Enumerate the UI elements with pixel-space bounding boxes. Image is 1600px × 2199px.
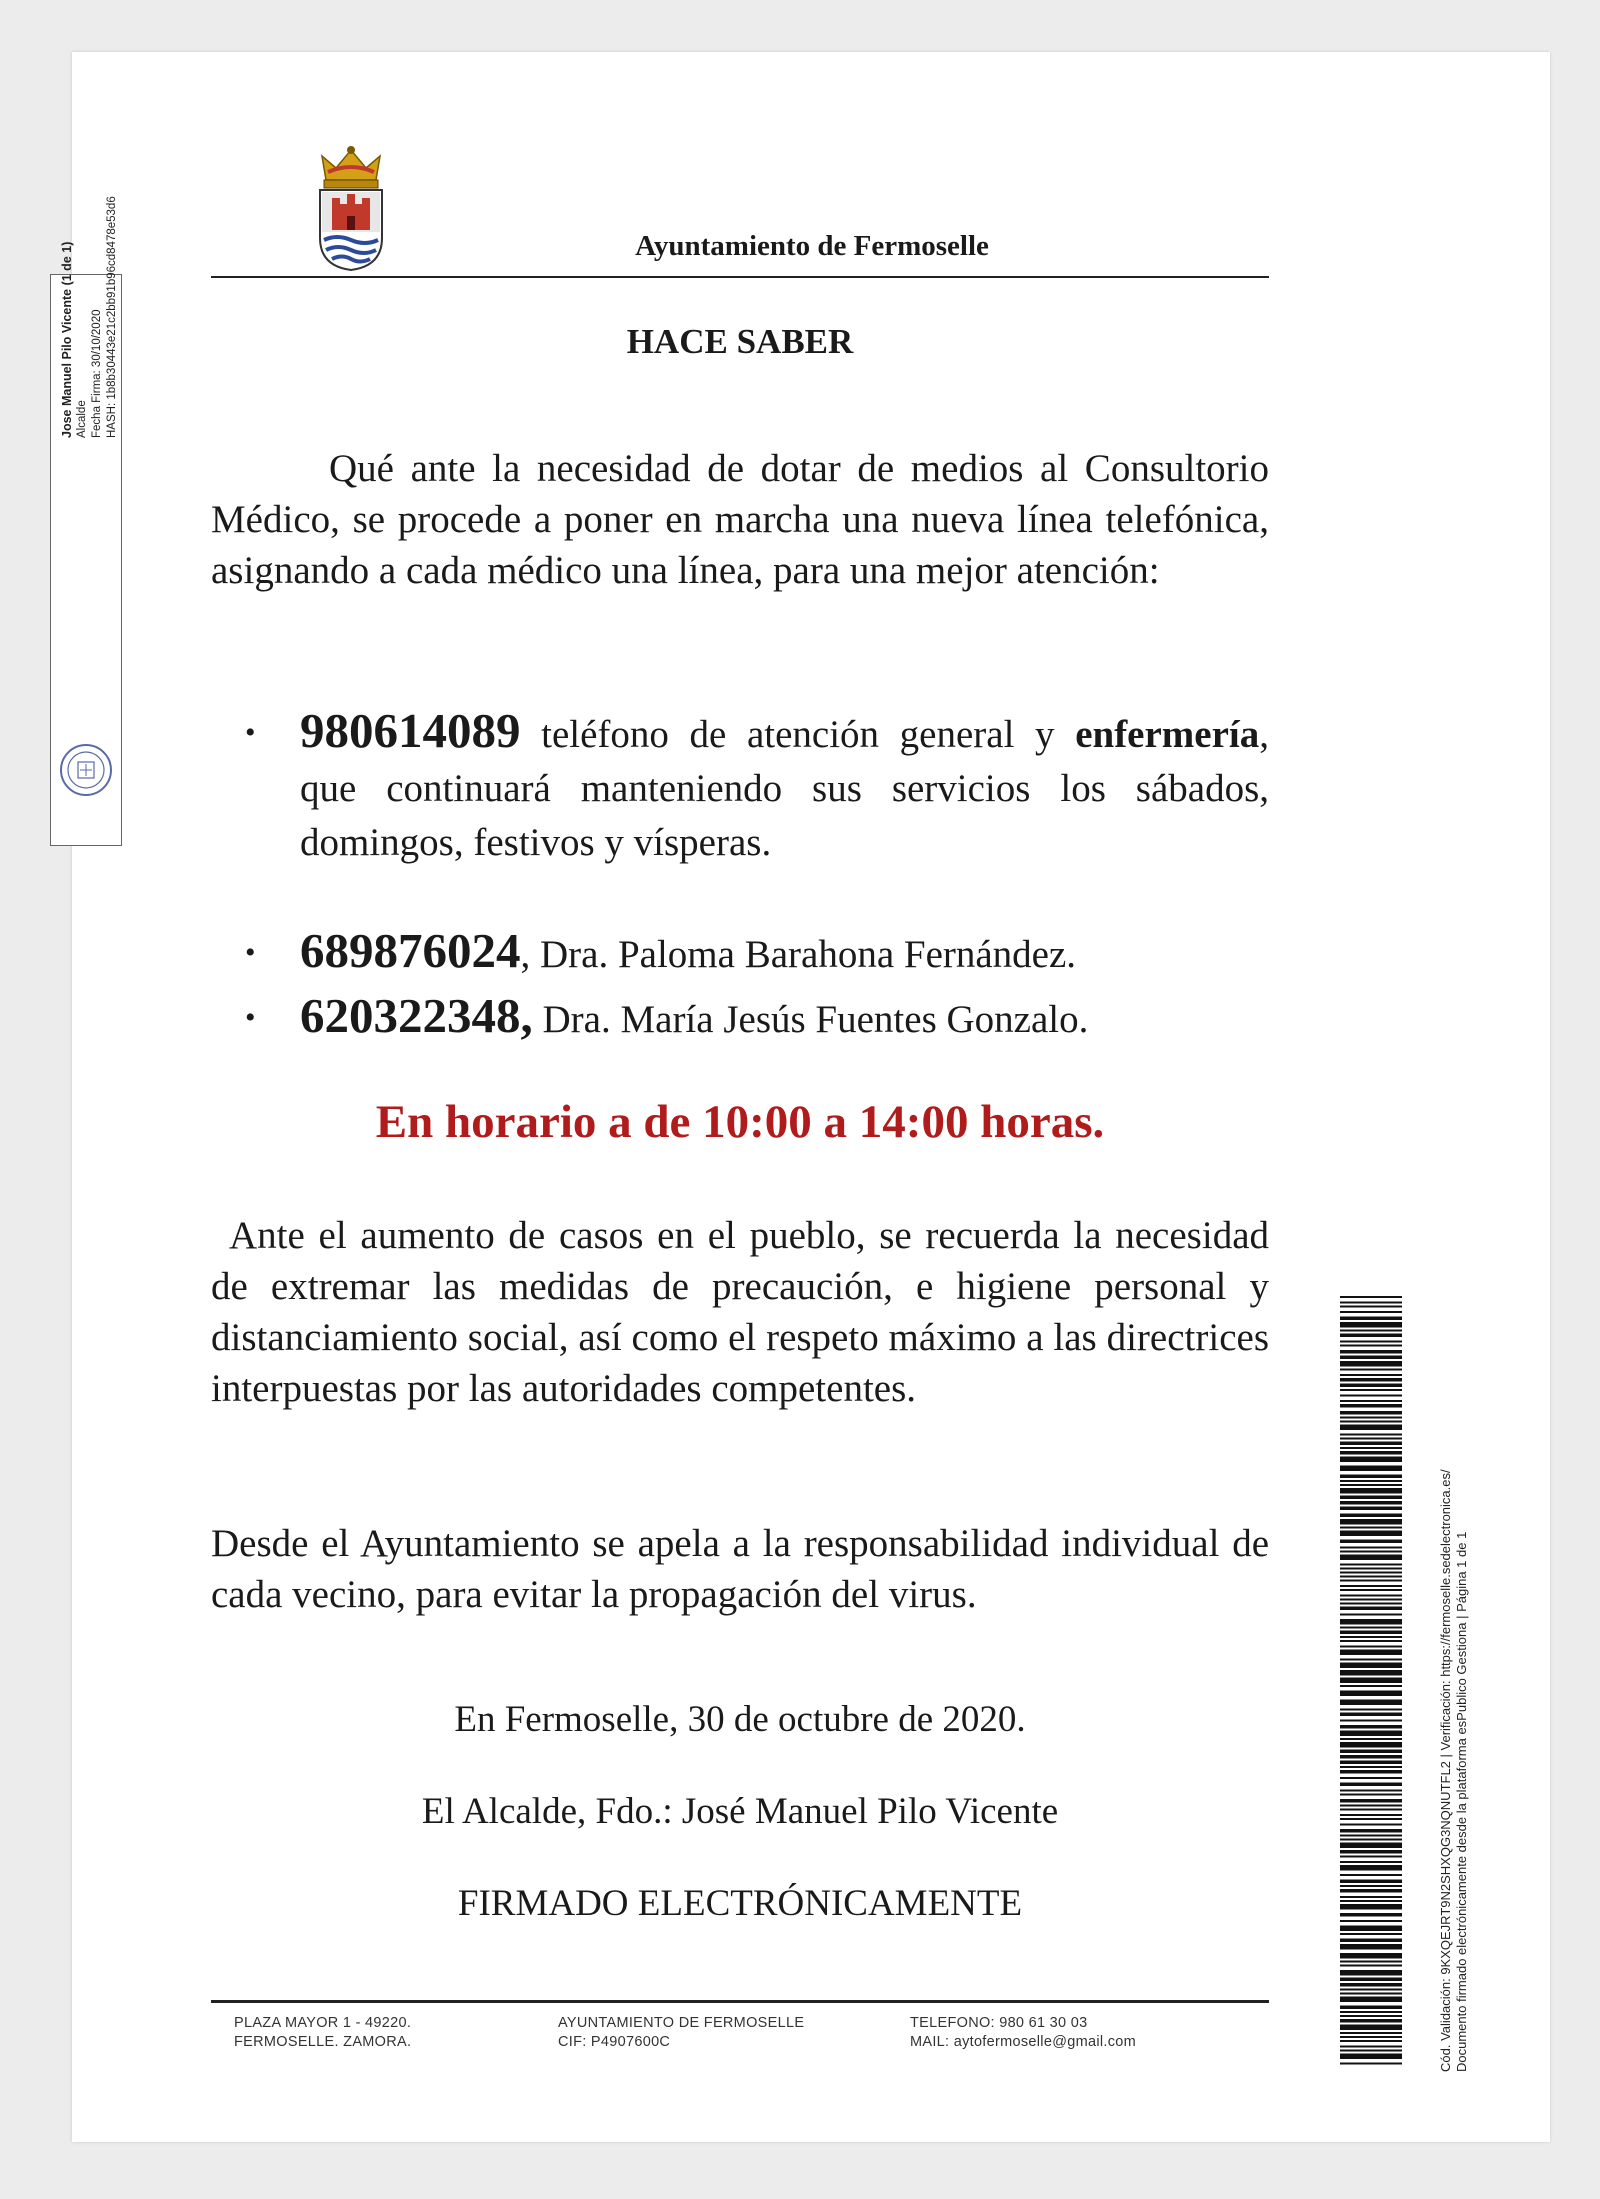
verification-code: Cód. Validación: 9KXQEJRT9N2SHXQG3NQNUTFL2 | Verificación: https://fermoselle.sedelectronica.es/ bbox=[1438, 1469, 1453, 2072]
barcode-bar bbox=[1340, 1507, 1402, 1511]
barcode-bar bbox=[1340, 1663, 1402, 1669]
opening-hours: En horario a de 10:00 a 14:00 horas. bbox=[375, 1096, 1105, 1148]
general-phone-services: , que continuará manteniendo sus servicios los sábados, domingos, festivos y vísperas. bbox=[300, 713, 1269, 864]
barcode-bar bbox=[1340, 1670, 1402, 1676]
barcode-bar bbox=[1340, 1345, 1402, 1347]
bullet-icon: • bbox=[245, 1001, 256, 1034]
signer-line: El Alcalde, Fdo.: José Manuel Pilo Vicente bbox=[421, 1791, 1059, 1832]
barcode-bar bbox=[1340, 1442, 1402, 1446]
barcode-bar bbox=[1340, 1913, 1402, 1917]
barcode-bar bbox=[1340, 1384, 1402, 1388]
barcode-bar bbox=[1340, 1646, 1402, 1648]
barcode-bar bbox=[1340, 1404, 1402, 1408]
list-item bbox=[211, 704, 1269, 870]
barcode-bar bbox=[1340, 1770, 1402, 1774]
barcode-bar bbox=[1340, 1547, 1402, 1549]
barcode-bar bbox=[1340, 1755, 1402, 1759]
barcode-bar bbox=[1340, 2063, 1402, 2065]
barcode-bar bbox=[1340, 1540, 1402, 1544]
barcode-bar bbox=[1340, 1805, 1402, 1807]
barcode-bar bbox=[1340, 1993, 1402, 1995]
general-phone-number: 980614089 bbox=[300, 703, 521, 758]
barcode-bar bbox=[1340, 1824, 1402, 1826]
barcode-bar bbox=[1340, 1777, 1402, 1779]
barcode-bar bbox=[1340, 1896, 1402, 1898]
barcode-bar bbox=[1340, 1783, 1402, 1787]
barcode-bar bbox=[1340, 1720, 1402, 1722]
barcode-bar bbox=[1340, 1514, 1402, 1518]
signed-label: FIRMADO ELECTRÓNICAMENTE bbox=[457, 1883, 1023, 1924]
barcode-bar bbox=[1340, 1341, 1402, 1343]
barcode-bar bbox=[1340, 1989, 1402, 1991]
barcode-bar bbox=[1340, 1457, 1402, 1463]
barcode-bar bbox=[1340, 1944, 1402, 1950]
barcode-bar bbox=[1340, 1889, 1402, 1893]
barcode-bar bbox=[1340, 1421, 1402, 1423]
barcode-bar bbox=[1340, 1488, 1402, 1494]
general-phone-list bbox=[211, 704, 1269, 870]
footer-mail: MAIL: aytofermoselle@gmail.com bbox=[910, 2034, 1136, 2050]
barcode-bar bbox=[1340, 1361, 1402, 1367]
barcode-bar bbox=[1340, 1501, 1402, 1505]
doctor-separator: , bbox=[520, 933, 531, 976]
list-item bbox=[211, 989, 1269, 1047]
barcode-bar bbox=[1340, 1997, 1402, 2003]
barcode-bar bbox=[1340, 1939, 1402, 1943]
intro-paragraph: Qué ante la necesidad de dotar de medios al Consultorio Médico, se procede a poner en marcha una nueva línea telefónica, asignando a cada médico una línea, para una mejor atención: bbox=[211, 447, 1269, 592]
barcode-bar bbox=[1340, 1447, 1402, 1449]
general-phone-desc: teléfono de atención general y bbox=[541, 713, 1055, 756]
barcode-bar bbox=[1340, 1599, 1402, 1601]
barcode-bar bbox=[1340, 1595, 1402, 1597]
barcode-bar bbox=[1340, 1865, 1402, 1871]
barcode-bar bbox=[1340, 1835, 1402, 1837]
signature-signer: Jose Manuel Pilo Vicente (1 de 1) bbox=[60, 241, 74, 438]
barcode-bar bbox=[1340, 1631, 1402, 1635]
bullet-icon: • bbox=[245, 716, 256, 749]
barcode-bar bbox=[1340, 2032, 1402, 2034]
barcode-bar bbox=[1340, 2046, 1402, 2048]
barcode-bar bbox=[1340, 1369, 1402, 1371]
barcode-bar bbox=[1340, 1926, 1402, 1932]
official-seal-icon bbox=[56, 740, 116, 800]
barcode-bar bbox=[1340, 1900, 1402, 1902]
signature-stamp-text bbox=[60, 118, 120, 438]
barcode-bar bbox=[1340, 1700, 1402, 1706]
barcode-bar bbox=[1340, 1302, 1402, 1304]
barcode-bar bbox=[1340, 2015, 1402, 2017]
barcode-bar bbox=[1340, 1395, 1402, 1397]
barcode-bar bbox=[1340, 1551, 1402, 1553]
validation-barcode bbox=[1340, 1296, 1402, 2068]
barcode-bar bbox=[1340, 1311, 1402, 1313]
barcode-bar bbox=[1340, 1627, 1402, 1629]
barcode-bar bbox=[1340, 1861, 1402, 1863]
barcode-bar bbox=[1340, 1531, 1402, 1537]
barcode-bar bbox=[1340, 1614, 1402, 1616]
verification-platform: Documento firmado electrónicamente desde la plataforma esPublico Gestiona | Página 1 de 1 bbox=[1454, 1531, 1469, 2072]
barcode-bar bbox=[1340, 1496, 1402, 1500]
barcode-bar bbox=[1340, 1425, 1402, 1431]
header-divider bbox=[211, 276, 1269, 278]
barcode-bar bbox=[1340, 2025, 1402, 2031]
barcode-bar bbox=[1340, 1839, 1402, 1841]
footer-address-line: FERMOSELLE. ZAMORA. bbox=[234, 2034, 412, 2050]
responsibility-paragraph: Desde el Ayuntamiento se apela a la responsabilidad individual de cada vecino, para evitar la propagación del virus. bbox=[211, 1522, 1269, 1616]
barcode-bar bbox=[1340, 1466, 1402, 1472]
bullet-icon: • bbox=[245, 936, 256, 969]
barcode-bar bbox=[1340, 1555, 1402, 1561]
barcode-bar bbox=[1340, 1961, 1402, 1963]
barcode-bar bbox=[1340, 1850, 1402, 1854]
notice-title: HACE SABER bbox=[626, 322, 854, 361]
barcode-bar bbox=[1340, 1920, 1402, 1922]
list-item bbox=[211, 924, 1269, 982]
nursing-label: enfermería bbox=[1075, 713, 1260, 756]
barcode-bar bbox=[1340, 1983, 1402, 1987]
barcode-bar bbox=[1340, 1713, 1402, 1717]
barcode-bar bbox=[1340, 2036, 1402, 2038]
barcode-bar bbox=[1340, 1451, 1402, 1455]
barcode-bar bbox=[1340, 1691, 1402, 1697]
barcode-bar bbox=[1340, 1585, 1402, 1587]
barcode-bar bbox=[1340, 1965, 1402, 1967]
barcode-bar bbox=[1340, 1953, 1402, 1959]
barcode-bar bbox=[1340, 1576, 1402, 1578]
barcode-bar bbox=[1340, 2040, 1402, 2042]
barcode-bar bbox=[1340, 1389, 1402, 1391]
doctor-phone-number: 620322348, bbox=[300, 988, 533, 1043]
barcode-bar bbox=[1340, 1317, 1402, 1321]
barcode-bar bbox=[1340, 1589, 1402, 1591]
barcode-bar bbox=[1340, 1636, 1402, 1638]
barcode-bar bbox=[1340, 1374, 1402, 1376]
barcode-bar bbox=[1340, 1322, 1402, 1328]
barcode-bar bbox=[1340, 1799, 1402, 1803]
barcode-bar bbox=[1340, 1818, 1402, 1820]
cases-paragraph: Ante el aumento de casos en el pueblo, se recuerda la necesidad de extremar las medidas de precaución, e higiene personal y distanciamiento social, así como el respeto máximo a las directrices interpuestas por las autoridades competentes. bbox=[211, 1214, 1269, 1410]
footer-org-name: AYUNTAMIENTO DE FERMOSELLE bbox=[558, 2015, 805, 2031]
barcode-bar bbox=[1340, 1411, 1402, 1415]
barcode-bar bbox=[1340, 1378, 1402, 1382]
barcode-bar bbox=[1340, 1306, 1402, 1308]
footer-phone: TELEFONO: 980 61 30 03 bbox=[910, 2015, 1088, 2031]
barcode-bar bbox=[1340, 1417, 1402, 1419]
barcode-bar bbox=[1340, 1334, 1402, 1338]
doctor-phone-number: 689876024 bbox=[300, 923, 521, 978]
doctor-phone-list bbox=[211, 924, 1269, 1054]
barcode-bar bbox=[1340, 1766, 1402, 1768]
barcode-bar bbox=[1340, 1933, 1402, 1935]
barcode-bar bbox=[1340, 1475, 1402, 1479]
verification-text bbox=[1438, 1312, 1470, 2072]
signature-hash: HASH: 1b8b30443e21c2bb91b96cd8478e53d6 bbox=[106, 196, 118, 438]
footer-divider bbox=[211, 2000, 1269, 2003]
barcode-bar bbox=[1340, 1400, 1402, 1402]
barcode-bar bbox=[1340, 2054, 1402, 2060]
barcode-bar bbox=[1340, 1978, 1402, 1982]
barcode-bar bbox=[1340, 1725, 1402, 1729]
barcode-bar bbox=[1340, 1742, 1402, 1748]
signature-role: Alcalde bbox=[76, 400, 88, 438]
barcode-bar bbox=[1340, 1650, 1402, 1656]
barcode-bar bbox=[1340, 1640, 1402, 1642]
barcode-bar bbox=[1340, 1564, 1402, 1566]
organization-header: Ayuntamiento de Fermoselle bbox=[635, 230, 989, 262]
barcode-bar bbox=[1340, 1738, 1402, 1740]
barcode-bar bbox=[1340, 1829, 1402, 1833]
barcode-bar bbox=[1340, 2011, 1402, 2013]
barcode-bar bbox=[1340, 1685, 1402, 1687]
barcode-bar bbox=[1340, 1607, 1402, 1611]
barcode-bar bbox=[1340, 1904, 1402, 1910]
footer-organization bbox=[558, 2014, 804, 2052]
barcode-bar bbox=[1340, 1580, 1402, 1582]
barcode-bar bbox=[1340, 1296, 1402, 1298]
doctor-name: Dra. María Jesús Fuentes Gonzalo. bbox=[532, 998, 1089, 1041]
barcode-bar bbox=[1340, 1568, 1402, 1570]
barcode-bar bbox=[1340, 1843, 1402, 1849]
barcode-bar bbox=[1340, 1814, 1402, 1816]
barcode-bar bbox=[1340, 1434, 1402, 1436]
doctor-name: Dra. Paloma Barahona Fernández. bbox=[530, 933, 1077, 976]
place-date: En Fermoselle, 30 de octubre de 2020. bbox=[454, 1699, 1026, 1740]
barcode-bar bbox=[1340, 1856, 1402, 1858]
barcode-bar bbox=[1340, 1880, 1402, 1884]
footer-contact bbox=[910, 2014, 1136, 2052]
barcode-bar bbox=[1340, 1761, 1402, 1765]
barcode-bar bbox=[1340, 1603, 1402, 1605]
barcode-bar bbox=[1340, 1527, 1402, 1529]
barcode-bar bbox=[1340, 1619, 1402, 1625]
barcode-bar bbox=[1340, 1790, 1402, 1792]
barcode-bar bbox=[1340, 1350, 1402, 1354]
barcode-bar bbox=[1340, 1480, 1402, 1482]
footer-cif: CIF: P4907600C bbox=[558, 2034, 671, 2050]
barcode-bar bbox=[1340, 1678, 1402, 1684]
barcode-bar bbox=[1340, 1709, 1402, 1711]
barcode-bar bbox=[1340, 1809, 1402, 1811]
barcode-bar bbox=[1340, 1750, 1402, 1754]
barcode-bar bbox=[1340, 1731, 1402, 1737]
footer-address bbox=[234, 2014, 411, 2052]
barcode-bar bbox=[1340, 2050, 1402, 2052]
barcode-bar bbox=[1340, 1484, 1402, 1486]
footer-address-line: PLAZA MAYOR 1 - 49220. bbox=[234, 2015, 412, 2031]
barcode-bar bbox=[1340, 1970, 1402, 1976]
barcode-bar bbox=[1340, 1885, 1402, 1887]
barcode-bar bbox=[1340, 1572, 1402, 1574]
signature-date: Fecha Firma: 30/10/2020 bbox=[91, 309, 103, 438]
barcode-bar bbox=[1340, 1874, 1402, 1876]
barcode-bar bbox=[1340, 1330, 1402, 1332]
barcode-bar bbox=[1340, 2019, 1402, 2023]
barcode-bar bbox=[1340, 1659, 1402, 1661]
barcode-bar bbox=[1340, 1438, 1402, 1440]
barcode-bar bbox=[1340, 1356, 1402, 1360]
barcode-bar bbox=[1340, 2006, 1402, 2010]
barcode-bar bbox=[1340, 1794, 1402, 1796]
barcode-bar bbox=[1340, 1519, 1402, 1525]
